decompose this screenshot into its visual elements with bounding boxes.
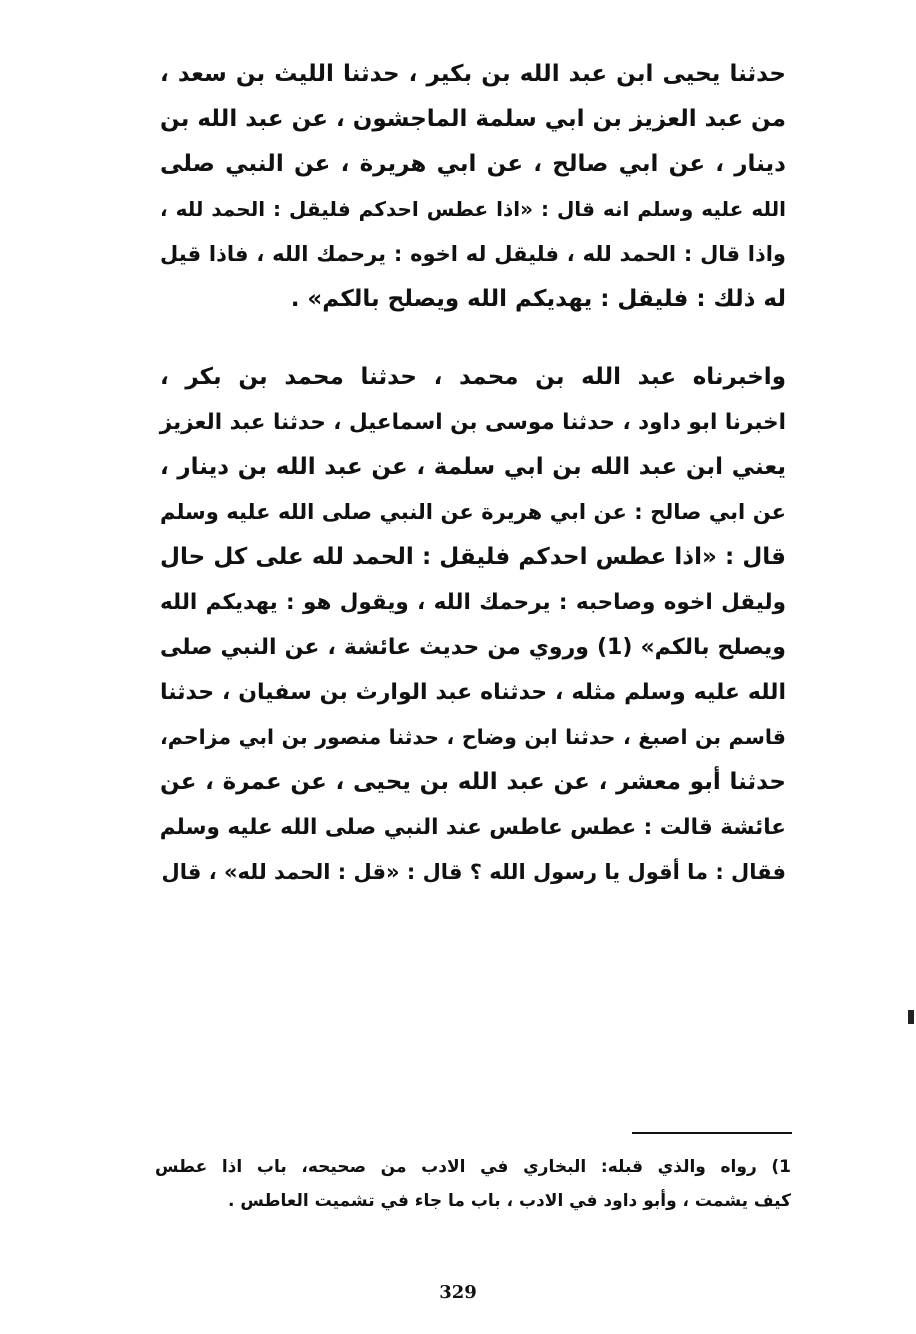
page-number: 329 xyxy=(439,1282,477,1303)
paragraph-2 xyxy=(160,355,786,895)
paragraph-line: اخبرنا ابو داود ، حدثنا موسى بن اسماعيل ، حدثنا عبد العزيز xyxy=(159,410,786,435)
paragraph-line: يعني ابن عبد الله بن ابي سلمة ، عن عبد الله بن دينار ، xyxy=(160,454,786,480)
footnote-line: 1) رواه والذي قبله: البخاري في الادب من صحيحه، باب اذا عطس xyxy=(155,1157,791,1177)
scan-edge-mark xyxy=(908,1010,914,1024)
paragraph-line: الله عليه وسلم مثله ، حدثناه عبد الوارث بن سفيان ، حدثنا xyxy=(160,680,786,705)
paragraph-line: قاسم بن اصبغ ، حدثنا ابن وضاح ، حدثنا منصور بن ابي مزاحم، xyxy=(160,725,786,749)
paragraph-line: عن ابي صالح : عن ابي هريرة عن النبي صلى الله عليه وسلم xyxy=(160,500,786,524)
paragraph-1 xyxy=(160,52,786,322)
paragraph-line: له ذلك : فليقل : يهديكم الله ويصلح بالكم» . xyxy=(290,286,786,312)
paragraph-line: عائشة قالت : عطس عاطس عند النبي صلى الله عليه وسلم xyxy=(159,815,786,840)
paragraph-line: من عبد العزيز بن ابي سلمة الماجشون ، عن عبد الله بن xyxy=(160,106,786,132)
paragraph-line: الله عليه وسلم انه قال : «اذا عطس احدكم فليقل : الحمد لله ، xyxy=(160,197,786,221)
footnote-divider xyxy=(632,1132,792,1134)
footnote xyxy=(155,1150,791,1218)
paragraph-line: قال : «اذا عطس احدكم فليقل : الحمد لله على كل حال xyxy=(160,544,786,570)
paragraph-line: واذا قال : الحمد لله ، فليقل له اخوه : يرحمك الله ، فاذا قيل xyxy=(160,242,786,266)
paragraph-line: حدثنا أبو معشر ، عن عبد الله بن يحيى ، عن عمرة ، عن xyxy=(160,769,786,795)
paragraph-line: فقال : ما أقول يا رسول الله ؟ قال : «قل : الحمد لله» ، قال xyxy=(161,860,786,884)
paragraph-line: واخبرناه عبد الله بن محمد ، حدثنا محمد بن بكر ، xyxy=(160,364,786,390)
paragraph-line: حدثنا يحيى ابن عبد الله بن بكير ، حدثنا الليث بن سعد ، xyxy=(160,61,786,87)
paragraph-line: ويصلح بالكم» (1) وروي من حديث عائشة ، عن النبي صلى xyxy=(160,635,786,660)
paragraph-line: دينار ، عن ابي صالح ، عن ابي هريرة ، عن النبي صلى xyxy=(160,151,786,177)
footnote-line: كيف يشمت ، وأبو داود في الادب ، باب ما جاء في تشميت العاطس . xyxy=(228,1191,791,1211)
paragraph-line: وليقل اخوه وصاحبه : يرحمك الله ، ويقول هو : يهديكم الله xyxy=(160,590,786,615)
